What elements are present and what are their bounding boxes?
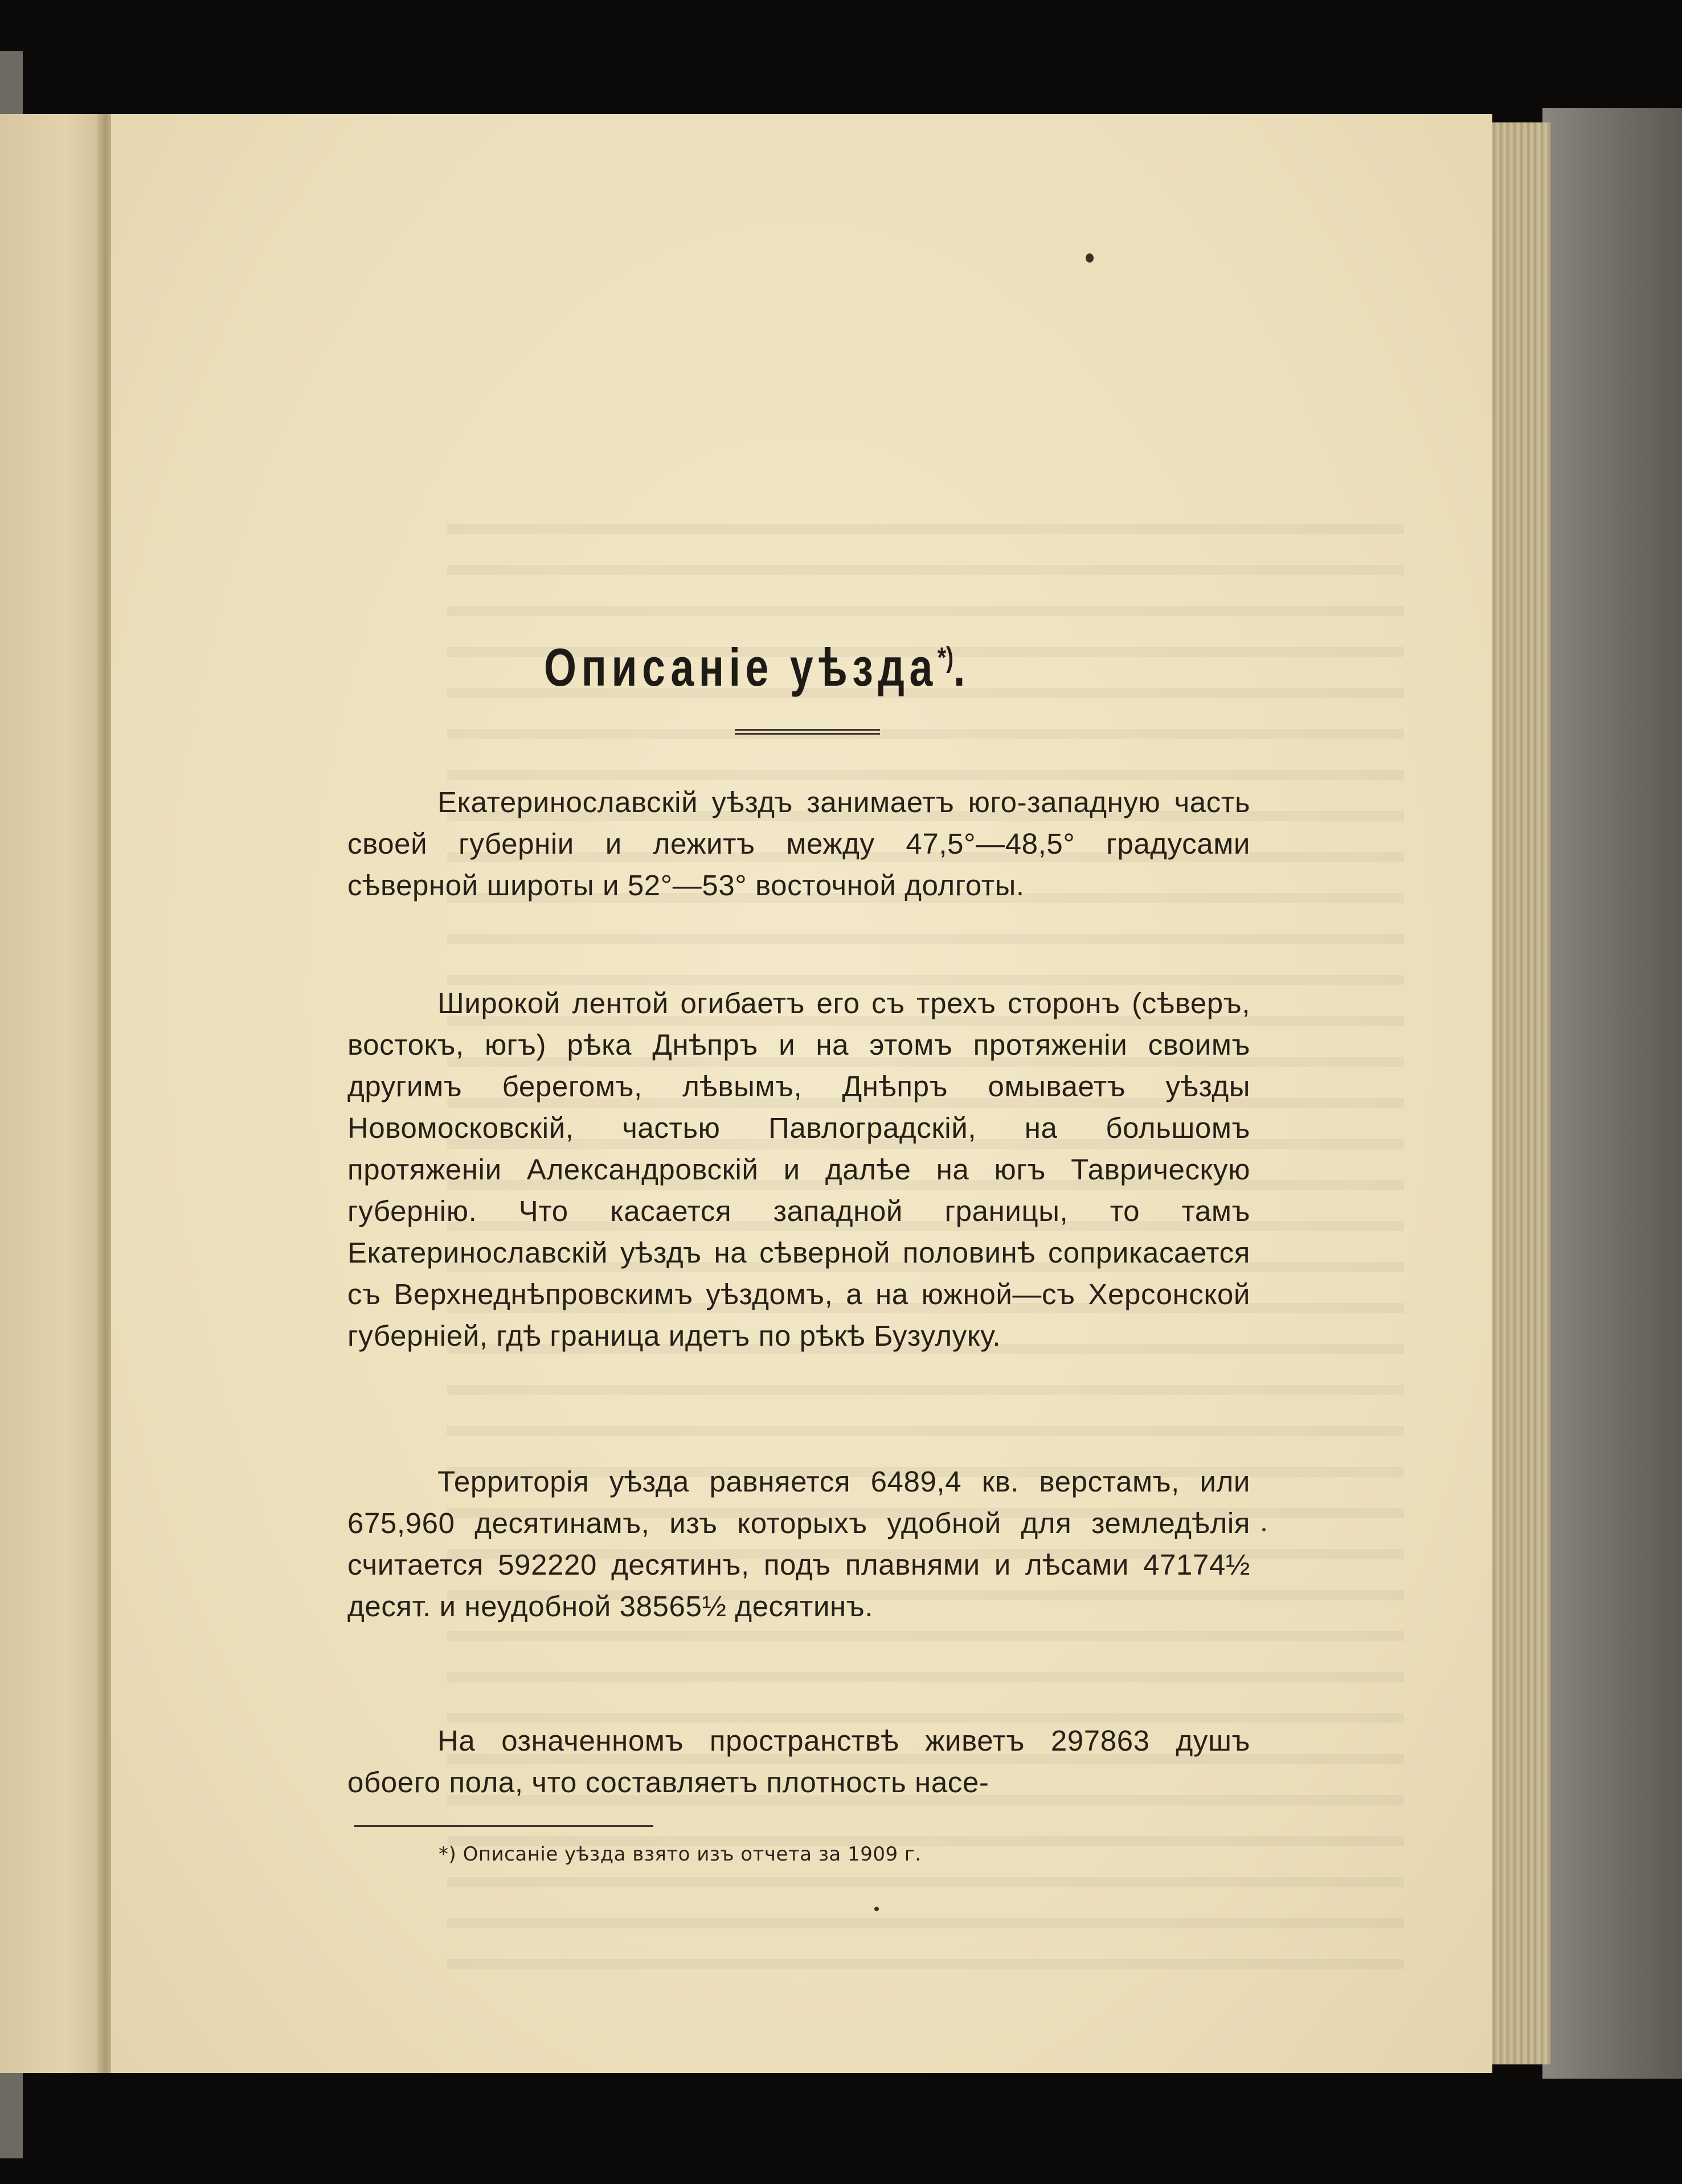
book-cover-right — [1542, 108, 1682, 2079]
paragraph-borders: Широкой лентой огибаетъ его съ трехъ сторонъ (сѣверъ, востокъ, югъ) рѣка Днѣпръ и на этомъ протяженіи своимъ другимъ берегомъ, лѣвымъ, Днѣпръ омываетъ уѣзды Новомосковскій, частью Павлоградскій, на большомъ протяженіи Александровскій и далѣе на югъ Таврическую губернію. Что касается западной границы, то тамъ Екатеринославскій уѣздъ на сѣверной половинѣ соприкасается съ Верхнеднѣпровскимъ уѣздомъ, а на южной—съ Херсонской губерніей, гдѣ граница идетъ по рѣкѣ Бузулуку. — [347, 987, 1250, 1352]
title-period: . — [953, 637, 970, 697]
footnote-divider — [354, 1825, 653, 1827]
page-edges — [1488, 122, 1550, 2064]
page-title — [544, 637, 988, 698]
title-footnote-mark: *) — [937, 641, 953, 674]
paragraph-population: На означенномъ пространствѣ живетъ 297863 душъ обоего пола, что составляетъ плотность насе- — [347, 1724, 1250, 1798]
paragraph-territory: Территорія уѣзда равняется 6489,4 кв. верстамъ, или 675,960 десятинамъ, изъ которыхъ удобной для земледѣлія считается 592220 десятинъ, подъ плавнями и лѣсами 47174½ десят. и неудобной 38565½ десятинъ. — [347, 1465, 1250, 1622]
footnote: *) Описаніе уѣзда взято изъ отчета за 1909 г. — [439, 1843, 922, 1866]
title-divider — [735, 729, 880, 735]
facing-page-left — [0, 114, 108, 2073]
paragraph-location: Екатеринославскій уѣздъ занимаетъ юго-западную часть своей губерніи и лежитъ между 47,5°—48,5° градусами сѣверной широты и 52°—53° восточной долготы. — [347, 786, 1250, 902]
title-text: Описаніе уѣзда — [544, 637, 938, 697]
